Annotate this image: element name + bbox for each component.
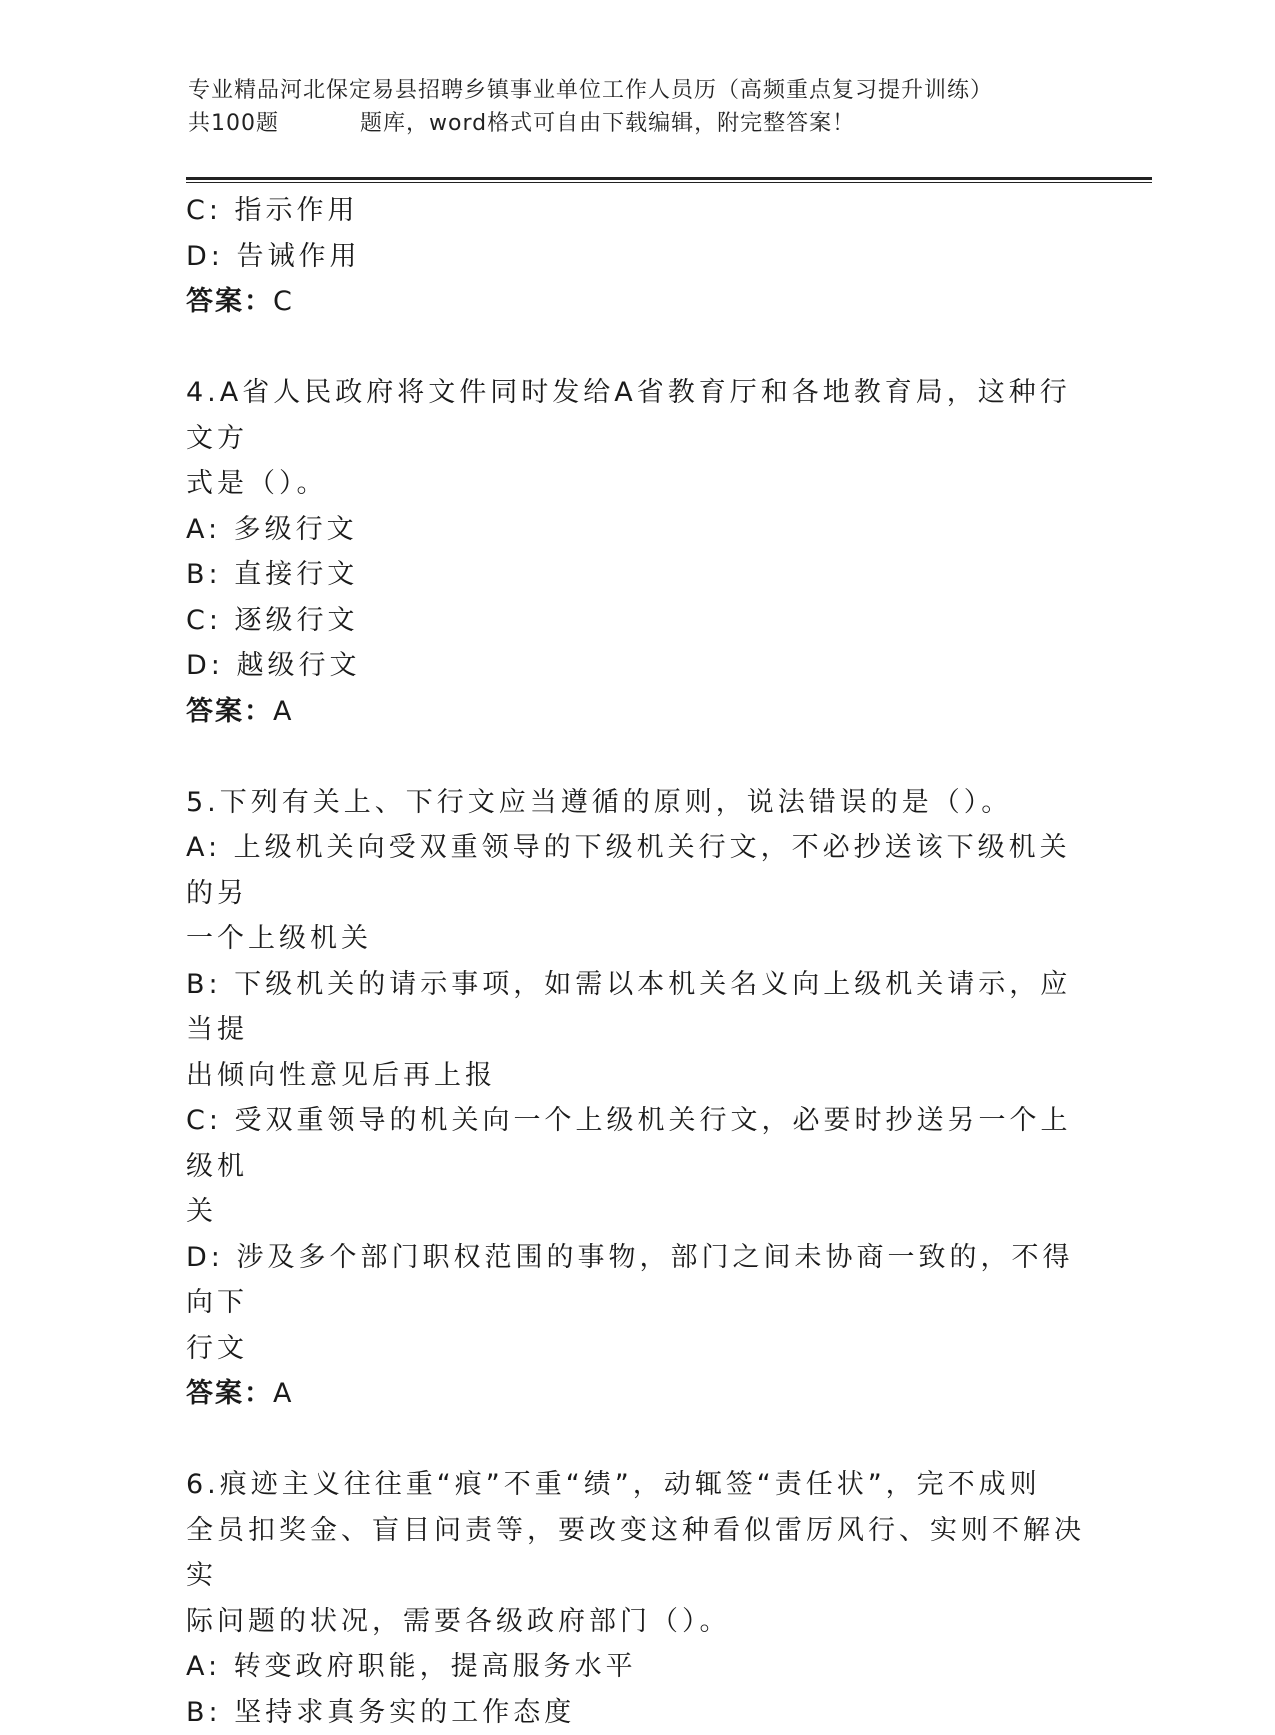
question-stem: 4.A省人民政府将文件同时发给A省教育厅和各地教育局，这种行文方 bbox=[186, 370, 1086, 461]
question-spacer bbox=[186, 325, 1086, 371]
option-a-continued: 一个上级机关 bbox=[186, 916, 1086, 962]
answer-line bbox=[186, 279, 1086, 325]
question-6 bbox=[186, 1462, 1086, 1735]
option-a: A: 转变政府职能，提高服务水平 bbox=[186, 1644, 1086, 1690]
answer-label: 答案： bbox=[186, 1378, 273, 1409]
option-d-continued: 行文 bbox=[186, 1326, 1086, 1372]
question-stem-continued: 式是（）。 bbox=[186, 461, 1086, 507]
answer-label: 答案： bbox=[186, 286, 273, 317]
option-c: C: 受双重领导的机关向一个上级机关行文，必要时抄送另一个上级机 bbox=[186, 1098, 1086, 1189]
option-c-continued: 关 bbox=[186, 1189, 1086, 1235]
question-content bbox=[186, 188, 1086, 1735]
question-4 bbox=[186, 370, 1086, 734]
header-description: 题库，word格式可自由下载编辑，附完整答案！ bbox=[360, 107, 855, 140]
answer-label: 答案： bbox=[186, 696, 273, 727]
header-divider-thin bbox=[186, 182, 1152, 183]
answer-value: C bbox=[273, 286, 294, 317]
question-count: 共100题 bbox=[188, 107, 360, 140]
option-b: B: 坚持求真务实的工作态度 bbox=[186, 1690, 1086, 1735]
header-divider-thick bbox=[186, 177, 1152, 180]
option-a: A: 多级行文 bbox=[186, 507, 1086, 553]
answer-line bbox=[186, 1371, 1086, 1417]
question-spacer bbox=[186, 1417, 1086, 1463]
header-subtitle bbox=[188, 107, 1108, 140]
question-stem: 6.痕迹主义往往重“痕”不重“绩”，动辄签“责任状”，完不成则 bbox=[186, 1462, 1086, 1508]
header-title: 专业精品河北保定易县招聘乡镇事业单位工作人员历（高频重点复习提升训练） bbox=[188, 74, 1108, 107]
question-5 bbox=[186, 780, 1086, 1417]
option-a: A: 上级机关向受双重领导的下级机关行文，不必抄送该下级机关的另 bbox=[186, 825, 1086, 916]
question-stem-continued: 全员扣奖金、盲目问责等，要改变这种看似雷厉风行、实则不解决实 bbox=[186, 1508, 1086, 1599]
option-c: C: 逐级行文 bbox=[186, 598, 1086, 644]
option-d: D: 越级行文 bbox=[186, 643, 1086, 689]
question-3 bbox=[186, 188, 1086, 325]
option-b: B: 下级机关的请示事项，如需以本机关名义向上级机关请示，应当提 bbox=[186, 962, 1086, 1053]
option-b: B: 直接行文 bbox=[186, 552, 1086, 598]
question-spacer bbox=[186, 734, 1086, 780]
option-b-continued: 出倾向性意见后再上报 bbox=[186, 1053, 1086, 1099]
option-d: D: 告诫作用 bbox=[186, 234, 1086, 280]
answer-value: A bbox=[273, 696, 293, 727]
option-c: C: 指示作用 bbox=[186, 188, 1086, 234]
page-header bbox=[188, 74, 1108, 140]
answer-line bbox=[186, 689, 1086, 735]
question-stem: 5.下列有关上、下行文应当遵循的原则，说法错误的是（）。 bbox=[186, 780, 1086, 826]
option-d: D: 涉及多个部门职权范围的事物，部门之间未协商一致的，不得向下 bbox=[186, 1235, 1086, 1326]
question-stem-continued: 际问题的状况，需要各级政府部门（）。 bbox=[186, 1599, 1086, 1645]
answer-value: A bbox=[273, 1378, 293, 1409]
